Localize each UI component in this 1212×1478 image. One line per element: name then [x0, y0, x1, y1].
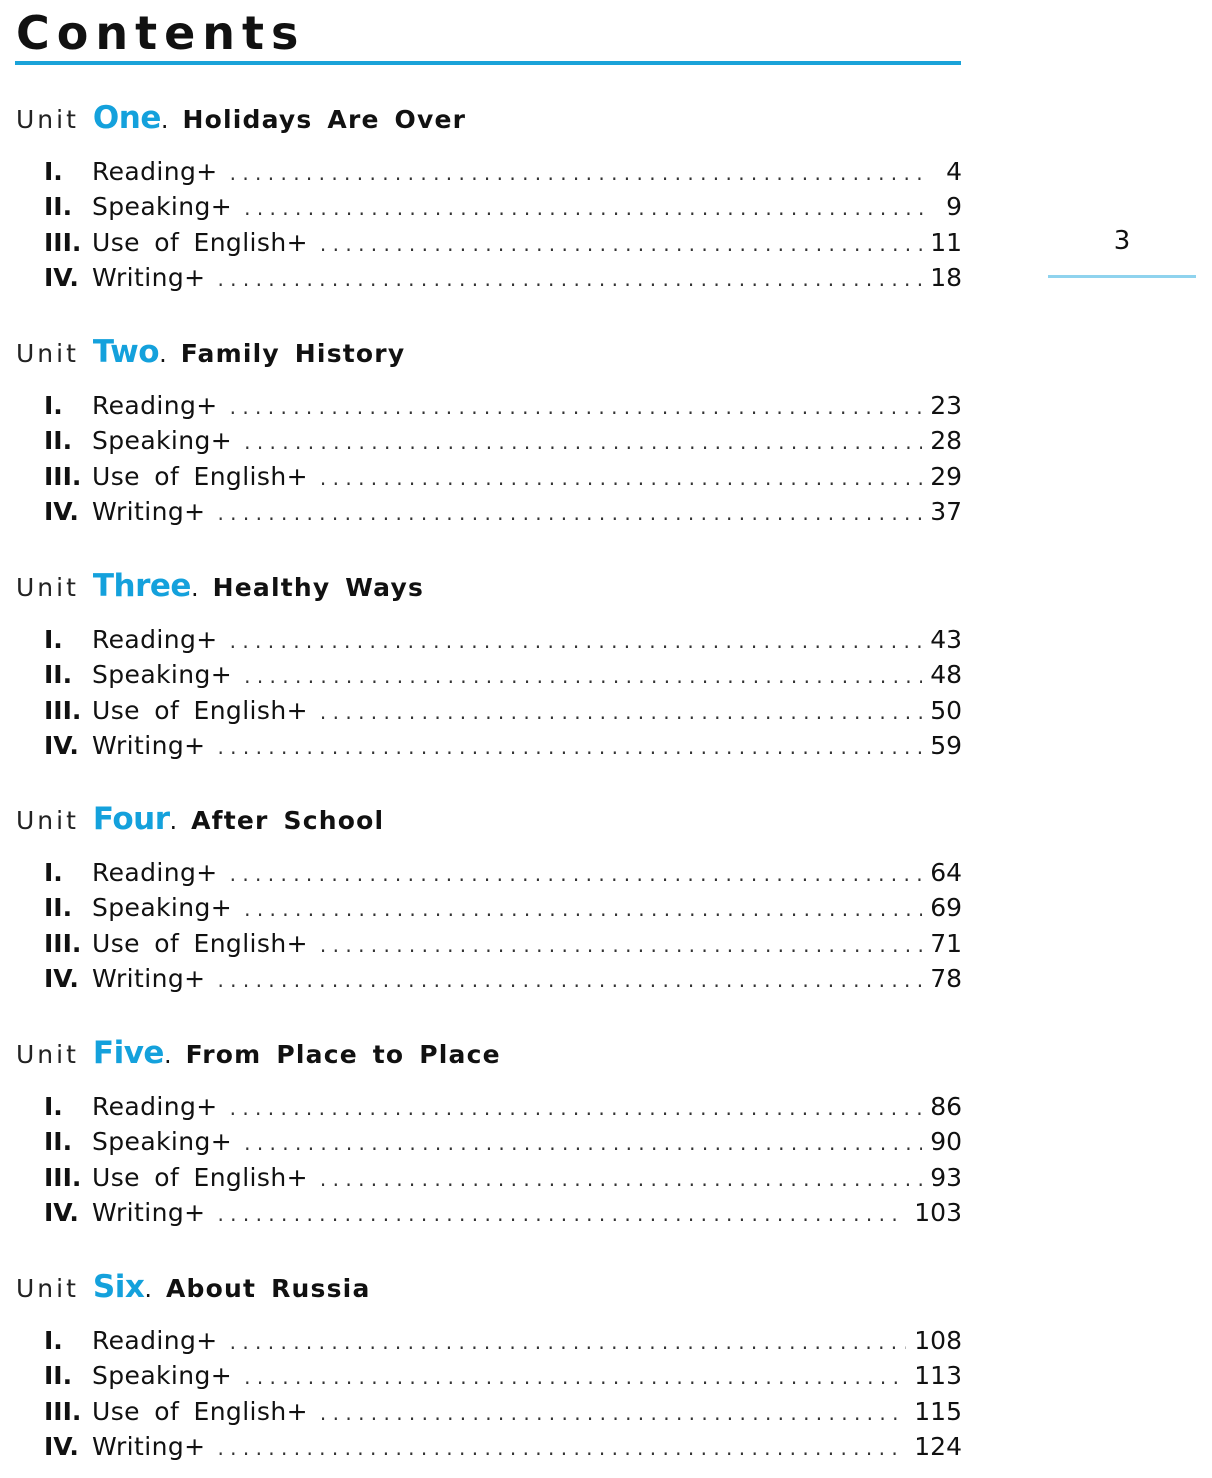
dot-leader [244, 1360, 906, 1393]
dot-leader [230, 624, 923, 657]
section-label: Speaking+ [92, 660, 233, 690]
dot-leader [244, 892, 922, 925]
unit-number: Five [92, 1035, 164, 1071]
toc-entry[interactable] [16, 728, 962, 763]
section-numeral: IV. [44, 730, 79, 760]
unit-heading[interactable] [16, 1035, 962, 1075]
section-list [16, 1323, 962, 1464]
section-label: Writing+ [92, 963, 206, 993]
unit-title: From Place to Place [185, 1040, 501, 1069]
unit-block [16, 568, 962, 763]
unit-block [16, 100, 962, 295]
unit-separator: . [163, 1041, 172, 1069]
unit-block [16, 1269, 962, 1464]
section-numeral: IV. [44, 963, 79, 993]
section-label: Writing+ [92, 496, 206, 526]
dot-leader [320, 928, 922, 961]
page-reference: 90 [930, 1127, 962, 1157]
dot-leader [244, 425, 922, 458]
unit-heading[interactable] [16, 334, 962, 374]
unit-word: Unit [16, 1040, 79, 1069]
toc-entry[interactable] [16, 622, 962, 657]
page-reference: 64 [930, 858, 962, 887]
dot-leader [217, 1197, 906, 1230]
page-reference: 69 [930, 893, 962, 923]
toc-entry[interactable] [16, 1160, 962, 1195]
page-reference: 115 [914, 1396, 962, 1426]
unit-heading[interactable] [16, 568, 962, 608]
page-reference: 4 [946, 157, 962, 186]
section-label: Use of English+ [92, 695, 308, 725]
unit-title: After School [191, 806, 385, 835]
section-label: Reading+ [92, 391, 218, 420]
section-numeral: II. [44, 1127, 73, 1157]
section-numeral: I. [44, 625, 63, 654]
dot-leader [217, 1431, 906, 1464]
section-numeral: II. [44, 893, 73, 923]
page-reference: 37 [930, 496, 962, 526]
unit-block [16, 334, 962, 529]
toc-entry[interactable] [16, 693, 962, 728]
section-label: Use of English+ [92, 461, 308, 491]
toc-entry[interactable] [16, 855, 962, 890]
toc-entry[interactable] [16, 890, 962, 925]
unit-block [16, 1035, 962, 1230]
unit-word: Unit [16, 1274, 79, 1303]
dot-leader [230, 1091, 923, 1124]
dot-leader [244, 659, 922, 692]
section-numeral: III. [44, 1396, 82, 1426]
section-label: Reading+ [92, 1092, 218, 1121]
unit-word: Unit [16, 573, 79, 602]
section-numeral: IV. [44, 1431, 79, 1461]
section-numeral: I. [44, 391, 63, 420]
toc-entry[interactable] [16, 154, 962, 189]
unit-separator: . [190, 574, 199, 602]
section-numeral: I. [44, 157, 63, 186]
unit-word: Unit [16, 339, 79, 368]
section-numeral: IV. [44, 496, 79, 526]
dot-leader [244, 1126, 922, 1159]
section-numeral: III. [44, 227, 82, 257]
section-numeral: I. [44, 1326, 63, 1355]
section-label: Use of English+ [92, 1162, 308, 1192]
section-numeral: II. [44, 192, 73, 222]
toc-entry[interactable] [16, 1429, 962, 1464]
toc-entry[interactable] [16, 388, 962, 423]
unit-title: About Russia [166, 1274, 371, 1303]
page-reference: 18 [930, 262, 962, 292]
dot-leader [320, 1162, 922, 1195]
section-list [16, 154, 962, 295]
unit-separator: . [159, 340, 167, 368]
unit-word: Unit [16, 806, 79, 835]
section-numeral: II. [44, 660, 73, 690]
toc-entry[interactable] [16, 423, 962, 458]
page-reference: 93 [930, 1162, 962, 1192]
section-label: Speaking+ [92, 1361, 233, 1391]
toc-entry[interactable] [16, 459, 962, 494]
unit-heading[interactable] [16, 801, 962, 841]
page-number-rule [1048, 275, 1196, 278]
dot-leader [217, 963, 922, 996]
section-label: Reading+ [92, 1326, 218, 1355]
toc-entry[interactable] [16, 1323, 962, 1358]
page-reference: 43 [930, 625, 962, 654]
dot-leader [244, 191, 930, 224]
section-label: Speaking+ [92, 893, 233, 923]
section-numeral: III. [44, 928, 82, 958]
unit-heading[interactable] [16, 1269, 962, 1309]
section-numeral: IV. [44, 262, 79, 292]
page-reference: 48 [930, 660, 962, 690]
section-label: Writing+ [92, 730, 206, 760]
unit-number: Three [92, 568, 191, 604]
page-reference: 29 [930, 461, 962, 491]
dot-leader [217, 496, 922, 529]
section-label: Use of English+ [92, 1396, 308, 1426]
section-numeral: IV. [44, 1197, 79, 1227]
dot-leader [230, 1325, 907, 1358]
section-label: Writing+ [92, 1431, 206, 1461]
section-label: Reading+ [92, 858, 218, 887]
section-label: Speaking+ [92, 192, 233, 222]
page-reference: 86 [930, 1092, 962, 1121]
unit-number: Two [92, 334, 160, 370]
section-numeral: II. [44, 426, 73, 456]
section-list [16, 622, 962, 763]
section-label: Reading+ [92, 625, 218, 654]
toc-entry[interactable] [16, 225, 962, 260]
section-list [16, 1089, 962, 1230]
dot-leader [230, 156, 930, 189]
toc-entry[interactable] [16, 1089, 962, 1124]
unit-number: Six [92, 1269, 145, 1305]
page-title: Contents [16, 6, 306, 60]
title-rule [15, 61, 961, 65]
section-numeral: I. [44, 858, 63, 887]
page-reference: 108 [914, 1326, 962, 1355]
section-label: Speaking+ [92, 426, 233, 456]
unit-number: Four [92, 801, 170, 837]
toc-entry[interactable] [16, 1394, 962, 1429]
toc-entry[interactable] [16, 926, 962, 961]
page-reference: 9 [946, 192, 962, 222]
page-reference: 11 [930, 227, 962, 257]
section-label: Writing+ [92, 262, 206, 292]
section-label: Use of English+ [92, 227, 308, 257]
unit-number: One [92, 100, 161, 136]
page-reference: 78 [930, 963, 962, 993]
section-label: Speaking+ [92, 1127, 233, 1157]
page-reference: 103 [914, 1197, 962, 1227]
toc-entry[interactable] [16, 1358, 962, 1393]
dot-leader [217, 730, 922, 763]
dot-leader [320, 695, 922, 728]
section-numeral: III. [44, 695, 82, 725]
section-numeral: III. [44, 1162, 82, 1192]
page-reference: 113 [914, 1361, 962, 1391]
toc-entry[interactable] [16, 189, 962, 224]
dot-leader [320, 461, 922, 494]
section-list [16, 388, 962, 529]
unit-title: Healthy Ways [212, 573, 425, 602]
section-label: Use of English+ [92, 928, 308, 958]
unit-separator: . [144, 1275, 152, 1303]
unit-separator: . [160, 106, 169, 134]
unit-title: Family History [180, 339, 406, 368]
dot-leader [320, 1396, 906, 1429]
unit-block [16, 801, 962, 996]
unit-title: Holidays Are Over [182, 105, 467, 134]
dot-leader [230, 857, 923, 890]
section-numeral: I. [44, 1092, 63, 1121]
section-label: Writing+ [92, 1197, 206, 1227]
toc-entry[interactable] [16, 961, 962, 996]
dot-leader [230, 390, 923, 423]
section-label: Reading+ [92, 157, 218, 186]
page-reference: 50 [930, 695, 962, 725]
section-numeral: II. [44, 1361, 73, 1391]
toc-entry[interactable] [16, 1124, 962, 1159]
page-reference: 59 [930, 730, 962, 760]
toc-entry[interactable] [16, 657, 962, 692]
toc-entry[interactable] [16, 1195, 962, 1230]
dot-leader [217, 262, 922, 295]
toc-entry[interactable] [16, 260, 962, 295]
page-reference: 28 [930, 426, 962, 456]
page-reference: 71 [930, 928, 962, 958]
unit-word: Unit [16, 105, 79, 134]
page-reference: 23 [930, 391, 962, 420]
unit-heading[interactable] [16, 100, 962, 140]
page-number: 3 [1113, 226, 1131, 256]
dot-leader [320, 227, 922, 260]
page-reference: 124 [914, 1431, 962, 1461]
toc-entry[interactable] [16, 494, 962, 529]
section-list [16, 855, 962, 996]
unit-separator: . [169, 807, 178, 835]
section-numeral: III. [44, 461, 82, 491]
